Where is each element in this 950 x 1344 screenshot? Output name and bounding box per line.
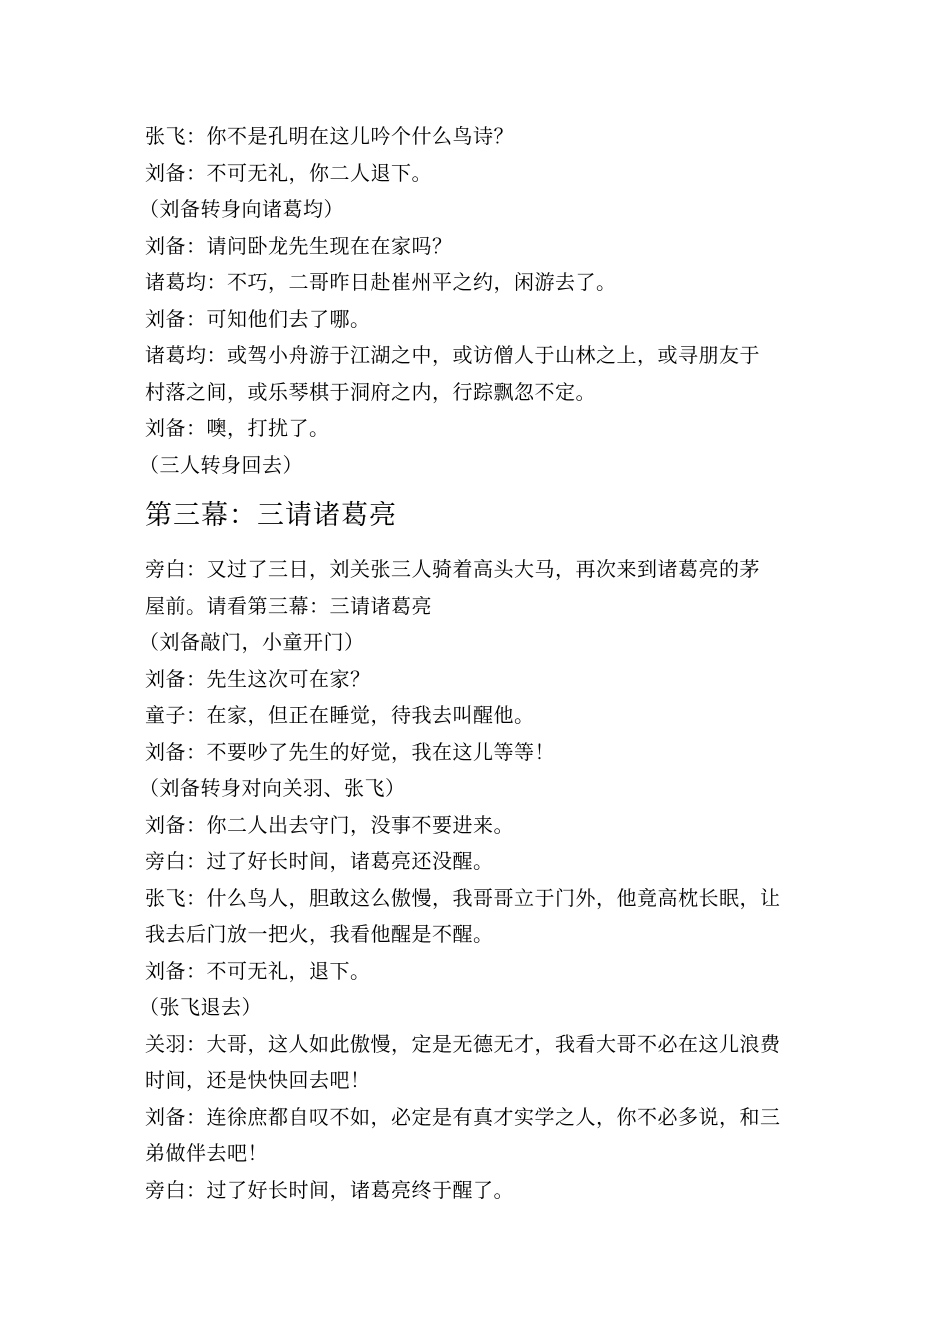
text-line: 旁白：过了好长时间，诸葛亮终于醒了。 (145, 1177, 514, 1202)
text-line: 刘备：不要吵了先生的好觉，我在这儿等等！ (145, 739, 555, 764)
text-line: 刘备：不可无礼，你二人退下。 (145, 160, 432, 185)
stage-direction: （刘备转身向诸葛均） (139, 197, 344, 221)
text-line: 刘备：可知他们去了哪。 (145, 306, 371, 331)
text-line: 弟做伴去吧！ (145, 1141, 268, 1165)
text-line: 刘备：不可无礼，退下。 (145, 958, 371, 983)
text-line: 屋前。请看第三幕：三请诸葛亮 (145, 593, 432, 618)
document-page (139, 118, 813, 1208)
text-line: 诸葛均：不巧，二哥昨日赴崔州平之约，闲游去了。 (145, 270, 617, 294)
text-line: 刘备：连徐庶都自叹不如，必定是有真才实学之人，你不必多说，和三 (145, 1104, 781, 1129)
text-line: 旁白：过了好长时间，诸葛亮还没醒。 (145, 849, 494, 873)
text-line: 诸葛均：或驾小舟游于江湖之中，或访僧人于山林之上，或寻朋友于 (145, 343, 760, 367)
text-line: 旁白：又过了三日，刘关张三人骑着高头大马，再次来到诸葛亮的茅 (145, 557, 760, 581)
text-line: 村落之间，或乐琴棋于洞府之内，行踪飘忽不定。 (145, 379, 596, 404)
text-line: 刘备：噢，打扰了。 (145, 416, 330, 440)
text-line: 张飞：你不是孔明在这儿吟个什么鸟诗？ (145, 124, 514, 148)
text-line: 刘备：你二人出去守门，没事不要进来。 (145, 812, 514, 837)
text-line: 我去后门放一把火，我看他醒是不醒。 (145, 922, 494, 946)
stage-direction: （刘备转身对向关羽、张飞） (139, 776, 406, 800)
act-heading: 第三幕：三请诸葛亮 (145, 500, 397, 531)
text-line: 时间，还是快快回去吧！ (145, 1068, 371, 1092)
stage-direction: （刘备敲门，小童开门） (139, 630, 365, 654)
text-line: 刘备：请问卧龙先生现在在家吗？ (145, 233, 453, 258)
text-line: 刘备：先生这次可在家？ (145, 666, 371, 691)
text-line: 张飞：什么鸟人，胆敢这么傲慢，我哥哥立于门外，他竟高枕长眠，让 (145, 885, 781, 910)
text-line: 童子：在家，但正在睡觉，待我去叫醒他。 (145, 703, 535, 727)
stage-direction: （三人转身回去） (139, 452, 303, 477)
text-line: 关羽：大哥，这人如此傲慢，定是无德无才，我看大哥不必在这儿浪费 (145, 1031, 781, 1056)
stage-direction: （张飞退去） (139, 995, 262, 1019)
